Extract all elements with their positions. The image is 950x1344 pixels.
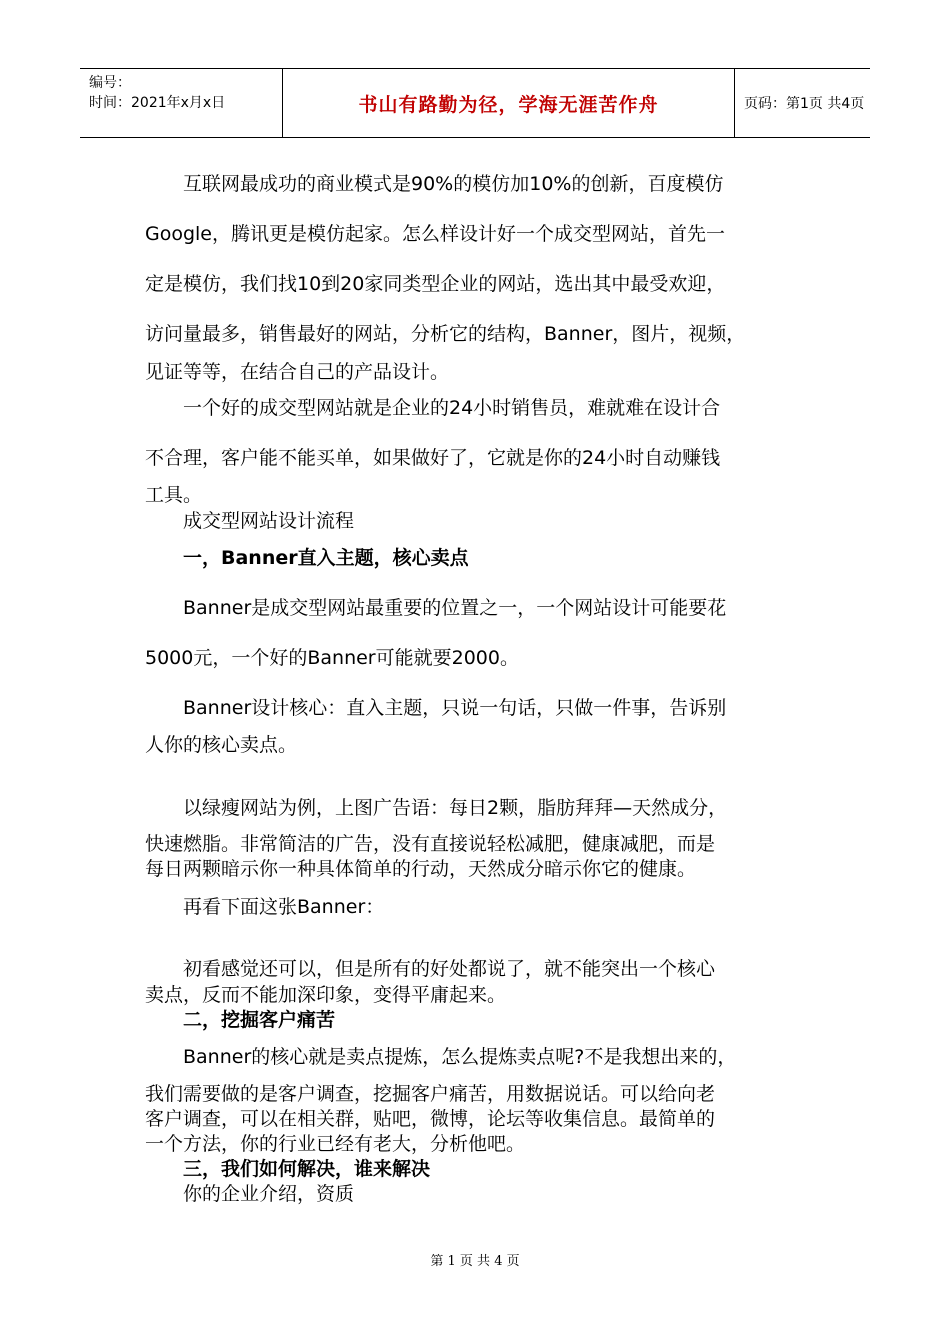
page-header [80,68,870,138]
paragraph-line: 卖点，反而不能加深印象，变得平庸起来。 [145,984,507,1006]
paragraph-line: 5000元，一个好的Banner可能就要2000。 [145,647,519,669]
paragraph-line: 定是模仿，我们找10到20家同类型企业的网站，选出其中最受欢迎， [145,273,726,295]
paragraph-line: 以绿瘦网站为例，上图广告语：每日2颗，脂肪拜拜—天然成分， [183,797,728,819]
header-meta [80,69,282,137]
section-intro: 成交型网站设计流程 [183,510,355,532]
header-motto: 书山有路勤为径，学海无涯苦作舟 [282,69,735,137]
paragraph-line: Google，腾讯更是模仿起家。怎么样设计好一个成交型网站，首先一 [145,223,726,245]
paragraph-line: 工具。 [145,484,203,506]
paragraph-line: 快速燃脂。非常简洁的广告，没有直接说轻松减肥，健康减肥，而是 [145,833,716,855]
document-date: 时间：2021年x月x日 [89,95,226,111]
header-page-info: 页码：第1页 共4页 [744,96,865,112]
paragraph-line: 初看感觉还可以，但是所有的好处都说了，就不能突出一个核心 [183,958,716,980]
paragraph-line: 客户调查，可以在相关群，贴吧，微博，论坛等收集信息。最简单的 [145,1108,716,1130]
paragraph-line: 一个好的成交型网站就是企业的24小时销售员，难就难在设计合 [183,397,721,419]
paragraph-line: 不合理，客户能不能买单，如果做好了，它就是你的24小时自动赚钱 [145,447,721,469]
paragraph-line: Banner设计核心：直入主题，只说一句话，只做一件事，告诉别 [183,697,727,719]
section-heading-2: 二，挖掘客户痛苦 [183,1009,336,1031]
paragraph-line: 访问量最多，销售最好的网站，分析它的结构，Banner，图片，视频， [145,323,746,345]
paragraph-line: 我们需要做的是客户调查，挖掘客户痛苦，用数据说话。可以给向老 [145,1083,716,1105]
paragraph-line: Banner是成交型网站最重要的位置之一，一个网站设计可能要花 [183,597,727,619]
paragraph-line: 再看下面这张Banner： [183,896,385,918]
section-heading-3: 三，我们如何解决，谁来解决 [183,1158,431,1180]
paragraph-line: 互联网最成功的商业模式是90%的模仿加10%的创新，百度模仿 [183,173,724,195]
paragraph-line: 见证等等，在结合自己的产品设计。 [145,361,450,383]
paragraph-line: Banner的核心就是卖点提炼，怎么提炼卖点呢?不是我想出来的， [183,1046,737,1068]
document-number-label: 编号： [89,75,131,91]
paragraph-line: 你的企业介绍，资质 [183,1183,355,1205]
paragraph-line: 每日两颗暗示你一种具体简单的行动，天然成分暗示你它的健康。 [145,858,697,880]
section-heading-1: 一，Banner直入主题，核心卖点 [183,547,469,569]
paragraph-line: 一个方法，你的行业已经有老大，分析他吧。 [145,1133,526,1155]
paragraph-line: 人你的核心卖点。 [145,734,298,756]
page-footer: 第 1 页 共 4 页 [430,1254,520,1269]
